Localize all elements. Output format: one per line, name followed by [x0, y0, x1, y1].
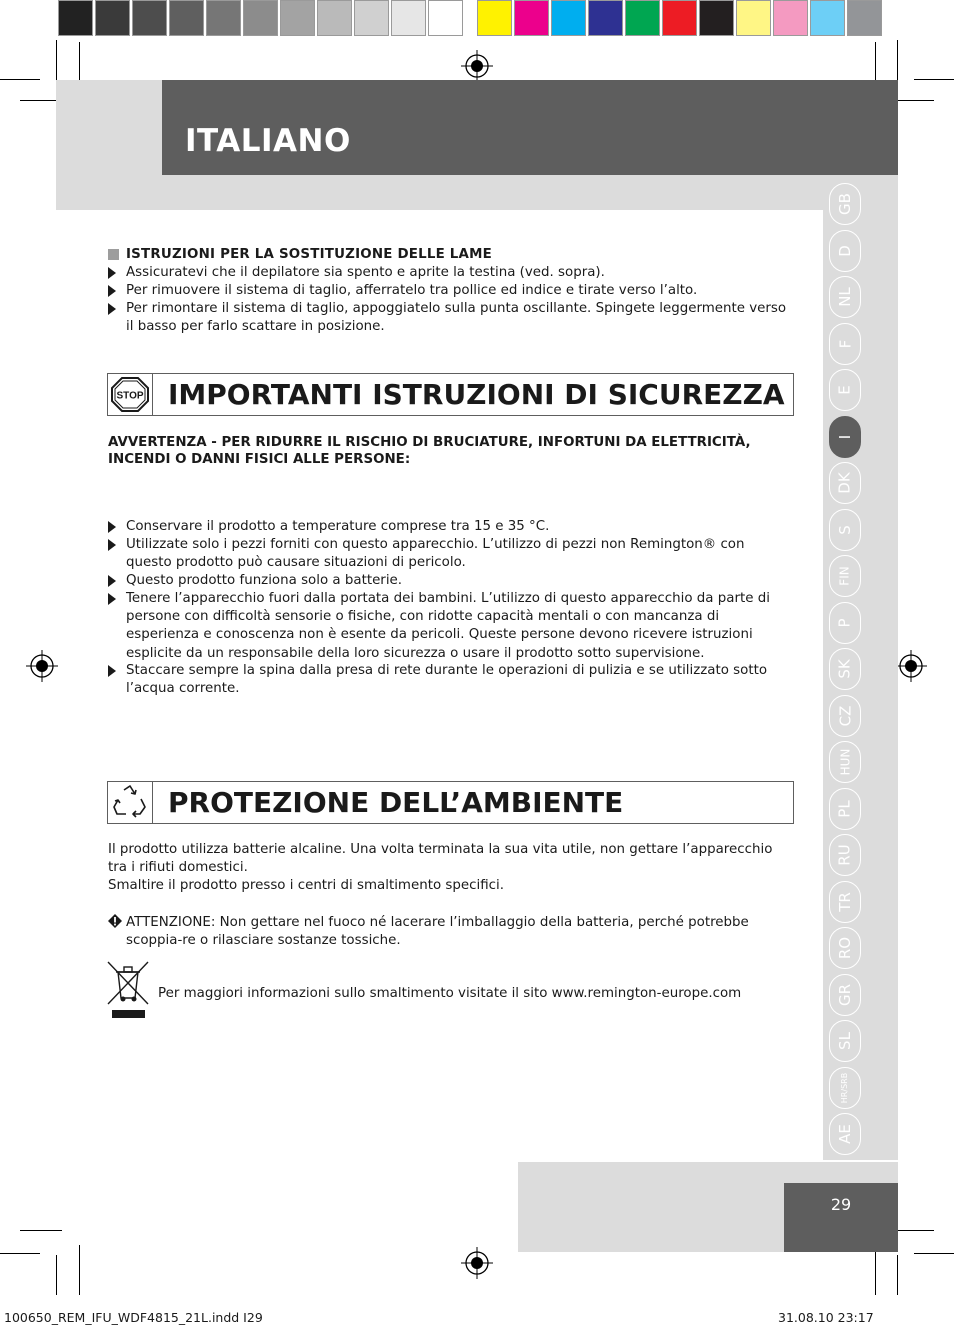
safety-section-title: IMPORTANTI ISTRUZIONI DI SICUREZZA [168, 378, 785, 411]
disposal-info: Per maggiori informazioni sullo smaltimento visitate il sito www.remington-europe.com [158, 986, 742, 1001]
page-number: 29 [784, 1183, 898, 1252]
color-swatch [58, 0, 93, 36]
safety-warning: AVVERTENZA - PER RIDURRE IL RISCHIO DI BRUCIATURE, INFORTUNI DA ELETTRICITÀ, INCENDI O DANNI FISICI ALLE PERSONE: [108, 435, 751, 467]
crop-mark [79, 1245, 80, 1295]
section-bullet-square [108, 249, 119, 260]
registration-mark-icon [26, 650, 58, 682]
list-item: Per rimontare il sistema di taglio, appoggiatelo sulla punta oscillante. Spingete leggermente verso il basso per farlo scattare in posizione. [126, 301, 787, 335]
registration-mark-icon [895, 650, 927, 682]
language-tab-label: D [836, 244, 854, 257]
list-item: Utilizzate solo i pezzi forniti con questo apparecchio. L’utilizzo di pezzi non Remington® con questo prodotto può causare situazioni di pericolo. [126, 537, 745, 571]
language-tab-hr-srb[interactable] [829, 1067, 861, 1109]
bullet-arrow-icon [108, 521, 116, 533]
language-tab-label: RO [835, 936, 854, 960]
color-swatch [773, 0, 808, 36]
bullet-arrow-icon [108, 665, 116, 677]
bullet-arrow-icon [108, 285, 116, 297]
warning-diamond-icon [107, 913, 123, 929]
registration-mark-icon [461, 1247, 493, 1279]
language-tab-s[interactable] [829, 509, 861, 551]
language-tab-label: GB [835, 193, 854, 215]
language-tab-ru[interactable] [829, 834, 861, 876]
color-swatch [625, 0, 660, 36]
crop-mark [892, 100, 934, 101]
language-tab-pl[interactable] [829, 788, 861, 830]
language-tab-ae[interactable] [829, 1113, 861, 1155]
registration-mark-icon [461, 50, 493, 82]
crop-mark [56, 1255, 57, 1295]
language-tab-label: P [835, 617, 854, 628]
language-tab-label: CZ [836, 705, 854, 726]
color-swatch [280, 0, 315, 36]
language-tab-sl[interactable] [829, 1020, 861, 1062]
language-tab-label: HUN [837, 748, 852, 776]
color-swatch [662, 0, 697, 36]
color-swatch [588, 0, 623, 36]
bullet-arrow-icon [108, 539, 116, 551]
language-tab-label: SK [835, 659, 854, 679]
color-swatch [699, 0, 734, 36]
language-tab-nl[interactable] [829, 276, 861, 318]
language-tab-label: RU [836, 844, 854, 866]
language-tab-p[interactable] [829, 602, 861, 644]
color-swatch [847, 0, 882, 36]
color-swatches [477, 0, 884, 40]
attention-note: ATTENZIONE: Non gettare nel fuoco né lacerare l’imballaggio della batteria, perché potrebbe scoppia-re o rilasciare sostanze tossiche. [126, 915, 749, 949]
crop-mark [914, 79, 954, 80]
list-item: Assicuratevi che il depilatore sia spento e aprite la testina (ved. sopra). [126, 265, 605, 280]
color-swatch [354, 0, 389, 36]
crossed-bin-icon [104, 958, 152, 1020]
language-tab-e[interactable] [829, 369, 861, 411]
language-tab-d[interactable] [829, 230, 861, 272]
color-swatch [810, 0, 845, 36]
color-swatch [243, 0, 278, 36]
safety-section-header [107, 373, 794, 416]
language-tab-ro[interactable] [829, 927, 861, 969]
bullet-arrow-icon [108, 267, 116, 279]
language-tab-label: HR/SRB [840, 1072, 849, 1103]
language-tab-label: FIN [837, 566, 852, 586]
environment-section-title: PROTEZIONE DELL’AMBIENTE [168, 786, 624, 819]
bullet-arrow-icon [108, 593, 116, 605]
color-swatch [736, 0, 771, 36]
language-tab-label: SL [835, 1032, 854, 1050]
page-title: ITALIANO [185, 123, 351, 159]
language-tab-i[interactable] [829, 416, 861, 458]
list-item: Questo prodotto funziona solo a batterie. [126, 573, 403, 588]
color-swatch [95, 0, 130, 36]
list-item: Per rimuovere il sistema di taglio, afferratelo tra pollice ed indice e tirate verso l’alto. [126, 283, 698, 298]
language-tab-cz[interactable] [829, 695, 861, 737]
language-tab-label: AE [836, 1124, 854, 1144]
language-tab-label: I [836, 434, 854, 439]
crop-mark [20, 1230, 62, 1231]
environment-paragraph: Smaltire il prodotto presso i centri di smaltimento specifici. [108, 878, 504, 893]
color-swatch [206, 0, 241, 36]
list-item: Conservare il prodotto a temperature comprese tra 15 e 35 °C. [126, 519, 550, 534]
color-swatch [391, 0, 426, 36]
language-tab-label: TR [836, 891, 854, 912]
language-tab-label: F [835, 339, 854, 348]
crop-mark [914, 1253, 954, 1254]
bullet-arrow-icon [108, 303, 116, 315]
crop-mark [892, 1230, 934, 1231]
bullet-arrow-icon [108, 575, 116, 587]
color-calibration-bar [58, 0, 884, 40]
list-item: Staccare sempre la spina dalla presa di rete durante le operazioni di pulizia e se utilizzato sotto l’acqua corrente. [126, 663, 768, 697]
crop-mark [0, 79, 40, 80]
language-tab-gb[interactable] [829, 183, 861, 225]
color-swatch [317, 0, 352, 36]
color-swatch [551, 0, 586, 36]
crop-mark [0, 1253, 40, 1254]
grey-swatches [58, 0, 465, 40]
color-swatch [132, 0, 167, 36]
stop-sign-icon [108, 374, 153, 415]
language-tab-gr[interactable] [829, 974, 861, 1016]
crop-mark [875, 1245, 876, 1295]
language-tab-label: NL [835, 287, 854, 307]
language-tab-sk[interactable] [829, 648, 861, 690]
color-swatch [428, 0, 463, 36]
color-swatch [514, 0, 549, 36]
crop-mark [897, 1255, 898, 1295]
language-tab-fin[interactable] [829, 555, 861, 597]
svg-text:STOP: STOP [116, 390, 144, 402]
language-tab-label: GR [835, 983, 854, 1006]
environment-section-header [107, 781, 794, 824]
language-tab-tr[interactable] [829, 881, 861, 923]
recycle-icon [108, 782, 153, 823]
file-slug: 100650_REM_IFU_WDF4815_21L.indd I29 [4, 1310, 263, 1325]
language-tab-f[interactable] [829, 323, 861, 365]
date-slug: 31.08.10 23:17 [778, 1310, 874, 1325]
language-tab-label: DK [835, 472, 854, 494]
blade-section-heading: ISTRUZIONI PER LA SOSTITUZIONE DELLE LAME [126, 247, 492, 262]
language-tab-label: S [836, 524, 854, 535]
list-item: Tenere l’apparecchio fuori dalla portata dei bambini. L’utilizzo di questo apparecchio da parte di persone con difficoltà sensorie o fisiche, con ridotte capacità mentali o con mancanza di esperienza e conoscenza non è esente da pericoli. Queste persone devono ricevere istruzioni esplicite da un responsabile della loro sicurezza o usare il prodotto sotto supervisione. [126, 591, 770, 661]
language-tab-label: E [835, 385, 854, 395]
language-tab-dk[interactable] [829, 462, 861, 504]
color-swatch [169, 0, 204, 36]
color-swatch [477, 0, 512, 36]
environment-paragraph: Il prodotto utilizza batterie alcaline. Una volta terminata la sua vita utile, non gettare l’apparecchio tra i rifiuti domestici. [108, 842, 773, 876]
language-tab-hun[interactable] [829, 741, 861, 783]
language-tab-label: PL [836, 799, 854, 818]
